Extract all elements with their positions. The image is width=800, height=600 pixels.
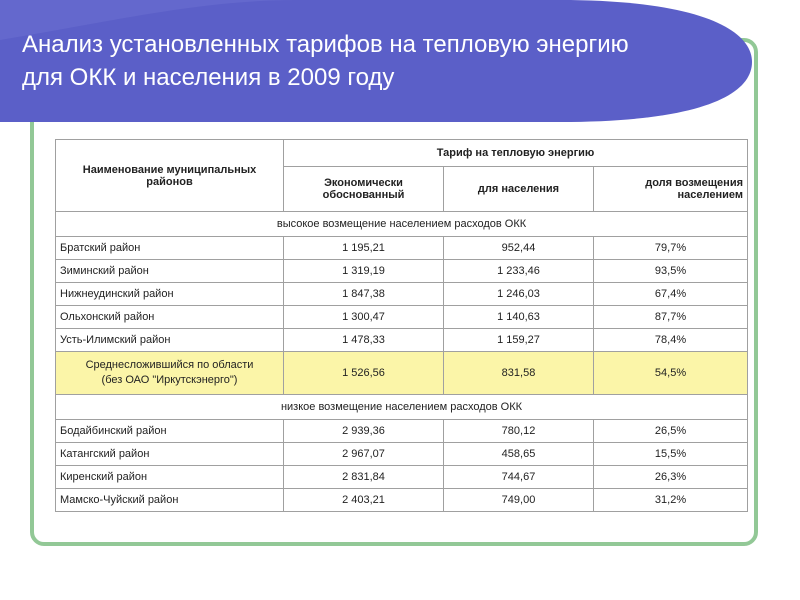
row-share: 87,7% — [594, 306, 748, 329]
row-name: Бодайбинский район — [56, 420, 284, 443]
table-row — [56, 420, 748, 443]
table-row — [56, 489, 748, 512]
average-name-line-2: (без ОАО "Иркутскэнерго") — [101, 374, 238, 386]
row-econ: 2 831,84 — [284, 466, 444, 489]
row-econ: 1 847,38 — [284, 283, 444, 306]
title-line-2: для ОКК и населения в 2009 году — [22, 64, 395, 91]
section-low: низкое возмещение населением расходов ОКК — [56, 395, 748, 420]
row-share: 26,3% — [594, 466, 748, 489]
header-share: доля возмещения населением — [594, 167, 748, 212]
average-name — [56, 352, 284, 395]
row-econ: 2 939,36 — [284, 420, 444, 443]
table-row — [56, 237, 748, 260]
row-name: Мамско-Чуйский район — [56, 489, 284, 512]
row-pop: 749,00 — [444, 489, 594, 512]
row-name: Зиминский район — [56, 260, 284, 283]
row-pop: 1 140,63 — [444, 306, 594, 329]
row-econ: 2 967,07 — [284, 443, 444, 466]
average-pop: 831,58 — [444, 352, 594, 395]
slide-title — [22, 28, 722, 94]
row-name: Ольхонский район — [56, 306, 284, 329]
row-share: 15,5% — [594, 443, 748, 466]
table-row — [56, 306, 748, 329]
average-share: 54,5% — [594, 352, 748, 395]
table-row — [56, 466, 748, 489]
row-econ: 1 195,21 — [284, 237, 444, 260]
title-line-1: Анализ установленных тарифов на тепловую энергию — [22, 31, 629, 58]
row-share: 78,4% — [594, 329, 748, 352]
header-econ: Экономически обоснованный — [284, 167, 444, 212]
row-share: 31,2% — [594, 489, 748, 512]
row-share: 79,7% — [594, 237, 748, 260]
table-row — [56, 329, 748, 352]
row-pop: 458,65 — [444, 443, 594, 466]
row-pop: 1 233,46 — [444, 260, 594, 283]
row-share: 26,5% — [594, 420, 748, 443]
row-pop: 1 159,27 — [444, 329, 594, 352]
row-name: Нижнеудинский район — [56, 283, 284, 306]
average-row — [56, 352, 748, 395]
header-pop: для населения — [444, 167, 594, 212]
row-name: Братский район — [56, 237, 284, 260]
row-econ: 1 319,19 — [284, 260, 444, 283]
row-share: 93,5% — [594, 260, 748, 283]
row-econ: 1 478,33 — [284, 329, 444, 352]
table-row — [56, 443, 748, 466]
row-pop: 744,67 — [444, 466, 594, 489]
row-name: Усть-Илимский район — [56, 329, 284, 352]
tariff-table — [55, 139, 748, 512]
table-row — [56, 283, 748, 306]
row-econ: 2 403,21 — [284, 489, 444, 512]
row-name: Киренский район — [56, 466, 284, 489]
row-pop: 780,12 — [444, 420, 594, 443]
header-group: Тариф на тепловую энергию — [284, 140, 748, 167]
header-name: Наименование муниципальных районов — [56, 140, 284, 212]
average-name-line-1: Среднесложившийся по области — [85, 359, 254, 371]
average-econ: 1 526,56 — [284, 352, 444, 395]
table-row — [56, 260, 748, 283]
row-name: Катангский район — [56, 443, 284, 466]
row-econ: 1 300,47 — [284, 306, 444, 329]
row-pop: 1 246,03 — [444, 283, 594, 306]
row-share: 67,4% — [594, 283, 748, 306]
row-pop: 952,44 — [444, 237, 594, 260]
section-high: высокое возмещение населением расходов ОКК — [56, 212, 748, 237]
